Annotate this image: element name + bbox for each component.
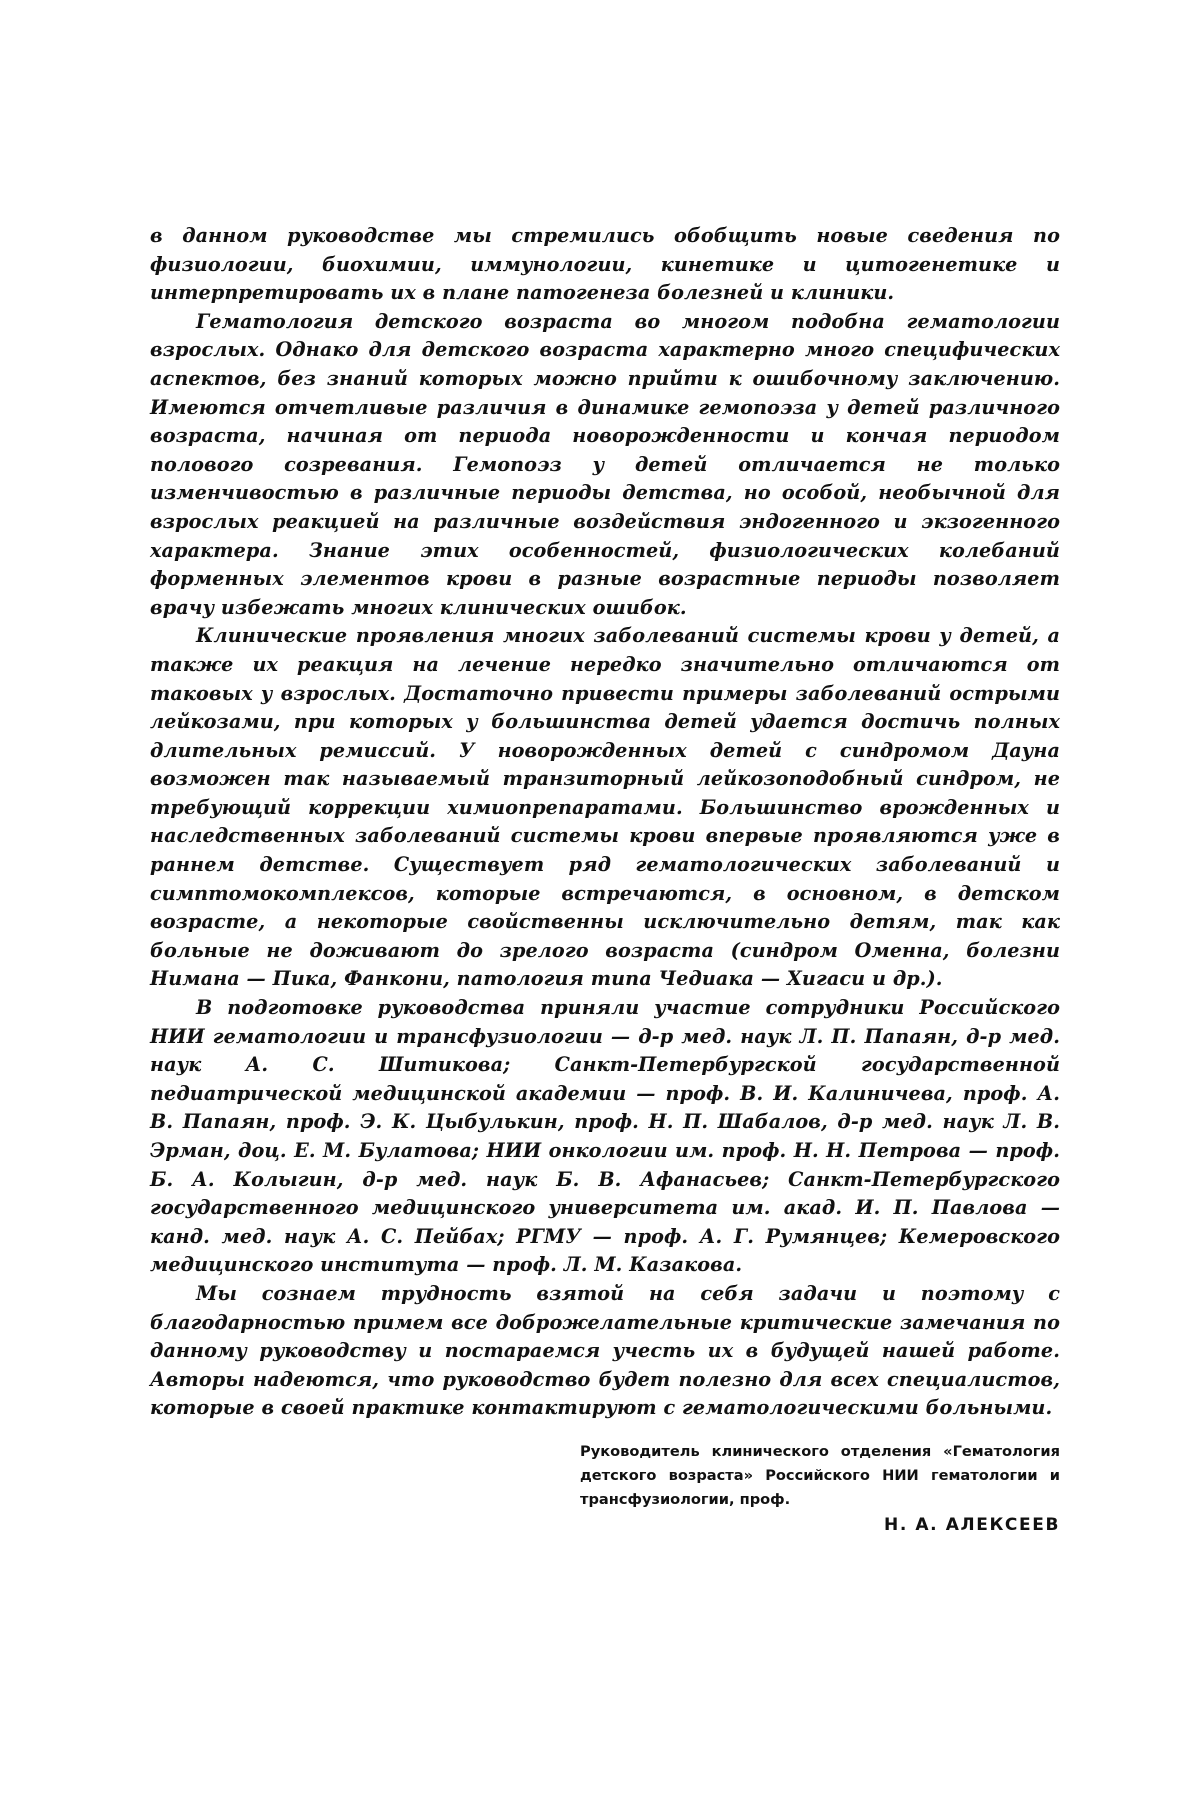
- signature-name: Н. А. АЛЕКСЕЕВ: [884, 1515, 1060, 1535]
- signature-position: Руководитель клинического отделения «Гематология детского возраста» Российского НИИ гематологии и трансфузиологии, проф.: [580, 1443, 1060, 1508]
- paragraph-contributors: В подготовке руководства приняли участие сотрудники Российского НИИ гематологии и трансфузиологии — д-р мед. наук Л. П. Папаян, д-р мед. наук А. С. Шитикова; Санкт-Петербургской государственной педиатрической медицинской академии — проф. В. И. Калиничева, проф. А. В. Папаян, проф. Э. К. Цыбулькин, проф. Н. П. Шабалов, д-р мед. наук Л. В. Эрман, доц. Е. М. Булатова; НИИ онкологии им. проф. Н. Н. Петрова — проф. Б. А. Колыгин, д-р мед. наук Б. В. Афанасьев; Санкт-Петербургского государственного медицинского университета им. акад. И. П. Павлова — канд. мед. наук А. С. Пейбах; РГМУ — проф. А. Г. Румянцев; Кемеровского медицинского института — проф. Л. М. Казакова.: [150, 996, 1060, 1277]
- signature-block: [580, 1440, 1060, 1538]
- paragraph-acknowledgement: Мы сознаем трудность взятой на себя задачи и поэтому с благодарностью примем все доброжелательные критические замечания по данному руководству и постараемся учесть их в будущей нашей работе. Авторы надеются, что руководство будет полезно для всех специалистов, которые в своей практике контактируют с гематологическими больными.: [150, 1281, 1060, 1420]
- paragraph-hematology-overview: Гематология детского возраста во многом подобна гематологии взрослых. Однако для детского возраста характерно много специфических аспектов, без знаний которых можно прийти к ошибочному заключению. Имеются отчетливые различия в динамике гемопоэза у детей различного возраста, начиная от периода новорожденности и кончая периодом полового созревания. Гемопоэз у детей отличается не только изменчивостью в различные периоды детства, но особой, необычной для взрослых реакцией на различные воздействия эндогенного и экзогенного характера. Знание этих особенностей, физиологических колебаний форменных элементов крови в разные возрастные периоды позволяет врачу избежать многих клинических ошибок.: [150, 309, 1060, 619]
- paragraph-intro-continuation: в данном руководстве мы стремились обобщить новые сведения по физиологии, биохимии, иммунологии, кинетике и цитогенетике и интерпретировать их в плане патогенеза болезней и клиники.: [150, 224, 1060, 305]
- document-body: [150, 222, 1060, 1423]
- paragraph-clinical-manifestations: Клинические проявления многих заболеваний системы крови у детей, а также их реакция на лечение нередко значительно отличаются от таковых у взрослых. Достаточно привести примеры заболеваний острыми лейкозами, при которых у большинства детей удается достичь полных длительных ремиссий. У новорожденных детей с синдромом Дауна возможен так называемый транзиторный лейкозоподобный синдром, не требующий коррекции химиопрепаратами. Большинство врожденных и наследственных заболеваний системы крови впервые проявляются уже в раннем детстве. Существует ряд гематологических заболеваний и симптомокомплексов, которые встречаются, в основном, в детском возрасте, а некоторые свойственны исключительно детям, так как больные не доживают до зрелого возраста (синдром Оменна, болезни Нимана — Пика, Фанкони, патология типа Чедиака — Хигаси и др.).: [150, 624, 1060, 991]
